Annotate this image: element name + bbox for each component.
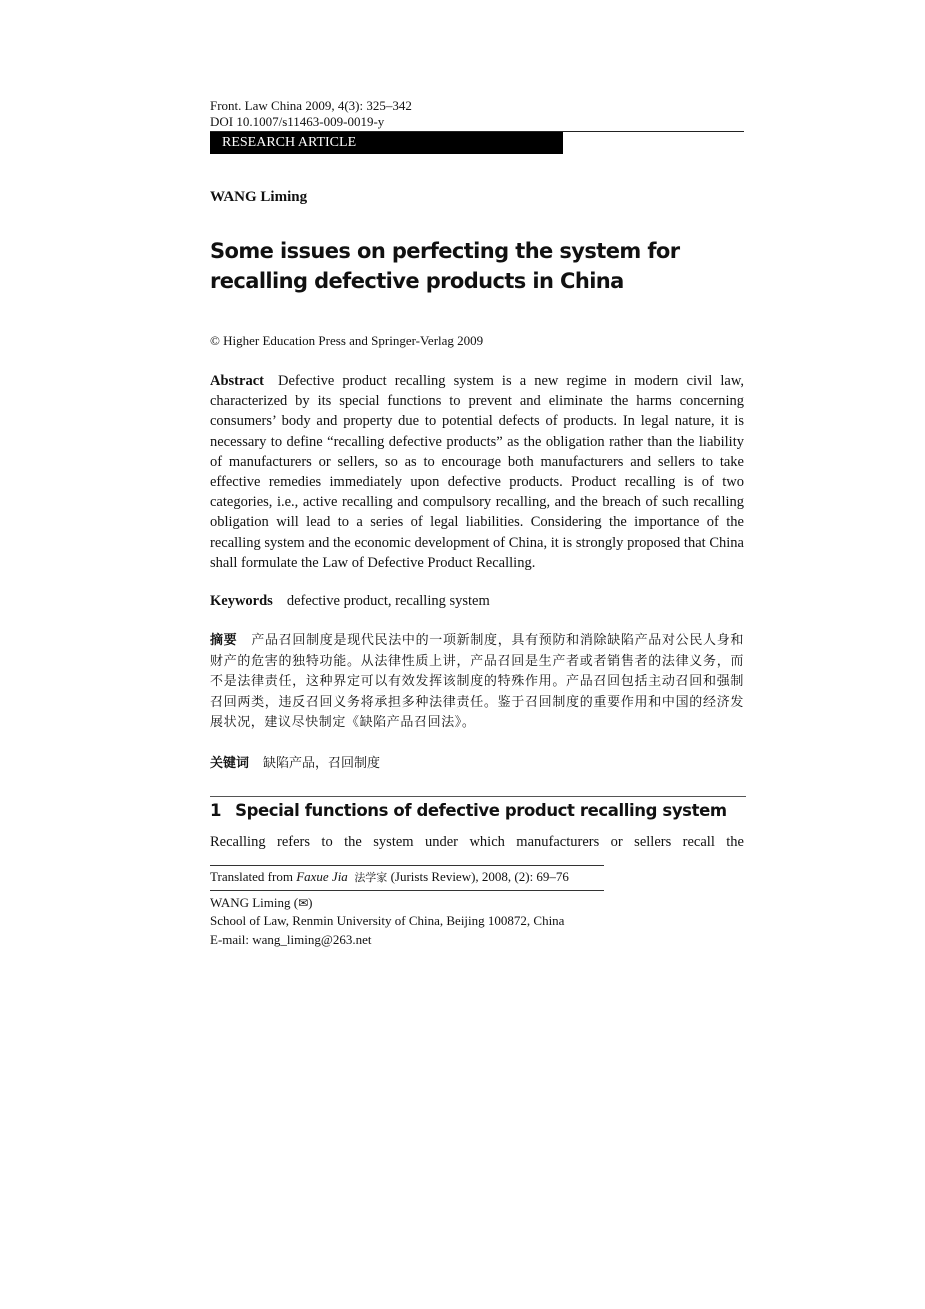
keywords-label: Keywords: [210, 593, 273, 610]
copyright-notice: © Higher Education Press and Springer-Verlag 2009: [210, 333, 484, 348]
title-line-2: recalling defective products in China: [210, 269, 624, 293]
footnote-journal-cn: 法学家: [354, 870, 388, 884]
chinese-keywords-text: 缺陷产品，召回制度: [263, 755, 381, 771]
footnote-rule-2: [210, 890, 604, 891]
article-type-bar: [210, 131, 744, 155]
chinese-keywords: [210, 752, 744, 771]
affiliation: School of Law, Renmin University of China, Beijing 100872, China: [210, 913, 565, 929]
body-paragraph: Recalling refers to the system under which manufacturers or sellers recall the: [210, 833, 744, 850]
author-name: WANG Liming: [210, 189, 308, 205]
chinese-keywords-label: 关键词: [210, 755, 250, 771]
email: E-mail: wang_liming@263.net: [210, 931, 372, 947]
abstract-text: Defective product recalling system is a new regime in modern civil law, characterized by its special functions to prevent and eliminate the harms concerning consumers’ body and property due to potential defects of products. In legal nature, it is necessary to define “recalling defective products” as the obligation rather than the liability of manufacturers or sellers, so as to encourage both manufacturers and sellers to take effective remedies immediately upon defective products. Product recalling is of two categories, i.e., active recalling and compulsory recalling, and the breach of such recalling obligation will lead to a series of legal liabilities. Considering the importance of the recalling system and the economic development of China, it is strongly proposed that China shall formulate the Law of Defective Product Recalling.: [210, 373, 744, 571]
section-title: Special functions of defective product recalling system: [235, 800, 727, 820]
author-contact: [210, 894, 744, 950]
footnote-rule: [210, 865, 604, 866]
envelope-icon: ✉: [298, 895, 309, 910]
translation-footnote: [210, 868, 744, 887]
contact-name-close: ): [308, 894, 313, 910]
abstract-label: Abstract: [210, 373, 264, 389]
contact-name-line: [210, 894, 744, 913]
title-line-1: Some issues on perfecting the system for: [210, 239, 680, 263]
article-type-label: RESEARCH ARTICLE: [210, 132, 563, 154]
chinese-abstract: [210, 631, 744, 734]
section-rule: [210, 796, 746, 797]
paper-page: [210, 98, 744, 949]
footnote-prefix: Translated from: [210, 868, 297, 884]
footnote-journal: Faxue Jia: [296, 868, 348, 884]
article-title: [210, 236, 744, 296]
abstract: [210, 371, 744, 573]
journal-citation: Front. Law China 2009, 4(3): 325–342: [210, 98, 412, 113]
section-heading: [210, 801, 744, 820]
contact-name: WANG Liming (: [210, 894, 299, 910]
section-number: 1: [210, 800, 222, 820]
footnote-suffix: (Jurists Review), 2008, (2): 69–76: [387, 868, 569, 884]
chinese-abstract-text: 产品召回制度是现代民法中的一项新制度，具有预防和消除缺陷产品对公民人身和财产的危害的独特功能。从法律性质上讲，产品召回是生产者或者销售者的法律义务，而不是法律责任，这种界定可以有效发挥该制度的特殊作用。产品召回包括主动召回和强制召回两类，违反召回义务将承担多种法律责任。鉴于召回制度的重要作用和中国的经济发展状况，建议尽快制定《缺陷产品召回法》。: [210, 633, 744, 731]
keywords: [210, 593, 744, 610]
doi: DOI 10.1007/s11463-009-0019-y: [210, 114, 385, 129]
keywords-text: defective product, recalling system: [286, 593, 490, 610]
chinese-abstract-label: 摘要: [210, 633, 238, 649]
